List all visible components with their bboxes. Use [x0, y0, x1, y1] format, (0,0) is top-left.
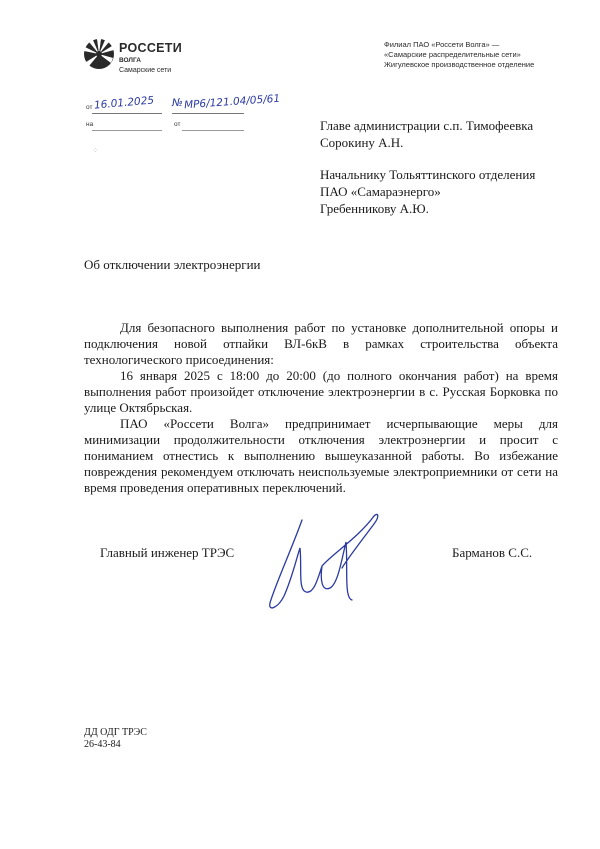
- letter-body: [84, 320, 558, 496]
- addressee-line: Сорокину А.Н.: [320, 135, 404, 150]
- date-label: от: [86, 104, 93, 111]
- signatory-title: Главный инженер ТРЭС: [100, 545, 235, 560]
- reply-to-label: на: [86, 121, 94, 128]
- org-line: Филиал ПАО «Россети Волга» —: [384, 40, 500, 49]
- body-paragraph: ПАО «Россети Волга» предпринимает исчерпывающие меры для минимизации продолжительности отключения электроэнергии и просит с пониманием отнестись к выполнению вышеуказанной работы. Во избежание повреждения рекомендуем отключать неиспользуемые электроприемники от сети на время проведения оперативных переключений.: [84, 416, 558, 495]
- executor-block: [84, 727, 147, 751]
- registration-date: 16.01.2025: [93, 94, 155, 112]
- signatory-name: Барманов С.С.: [452, 545, 533, 560]
- organization-header: [384, 40, 574, 70]
- addressee-1: [320, 117, 533, 151]
- reply-date-label: от: [174, 121, 181, 128]
- executor-phone: 26-43-84: [84, 739, 121, 750]
- reply-underline: [92, 130, 162, 131]
- registration-number: МР6/121.04/05/61: [183, 92, 281, 112]
- registration-block: [86, 92, 281, 139]
- addressee-2: [320, 166, 535, 217]
- handwritten-signature: [262, 508, 392, 618]
- logo-name: РОССЕТИ: [119, 41, 183, 55]
- logo-sub: ВОЛГА: [119, 57, 141, 64]
- addressee-line: Главе администрации с.п. Тимофеевка: [320, 118, 534, 133]
- scan-mark: ⁘: [92, 146, 99, 155]
- addressee-line: ПАО «Самараэнерго»: [320, 184, 441, 199]
- org-line: Жигулевское производственное отделение: [384, 60, 535, 69]
- number-underline: [172, 113, 244, 114]
- number-label: №: [171, 96, 184, 110]
- reply-date-underline: [182, 130, 244, 131]
- letter-subject: Об отключении электроэнергии: [84, 257, 261, 272]
- company-logo: [83, 38, 203, 82]
- logo-emblem-icon: [83, 38, 115, 70]
- org-line: «Самарские распределительные сети»: [384, 50, 521, 59]
- executor-dept: ДД ОДГ ТРЭС: [84, 727, 147, 738]
- date-underline: [92, 113, 162, 114]
- body-paragraph: Для безопасного выполнения работ по установке дополнительной опоры и подключения новой отпайки ВЛ-6кВ в рамках строительства объекта технологического присоединения:: [84, 320, 558, 367]
- body-paragraph: 16 января 2025 с 18:00 до 20:00 (до полного окончания работ) на время выполнения работ произойдет отключение электроэнергии в с. Русская Борковка по улице Октябрьская.: [84, 368, 558, 415]
- addressee-line: Гребенникову А.Ю.: [320, 201, 429, 216]
- logo-branch: Самарские сети: [119, 67, 172, 74]
- addressee-line: Начальнику Тольяттинского отделения: [320, 167, 536, 182]
